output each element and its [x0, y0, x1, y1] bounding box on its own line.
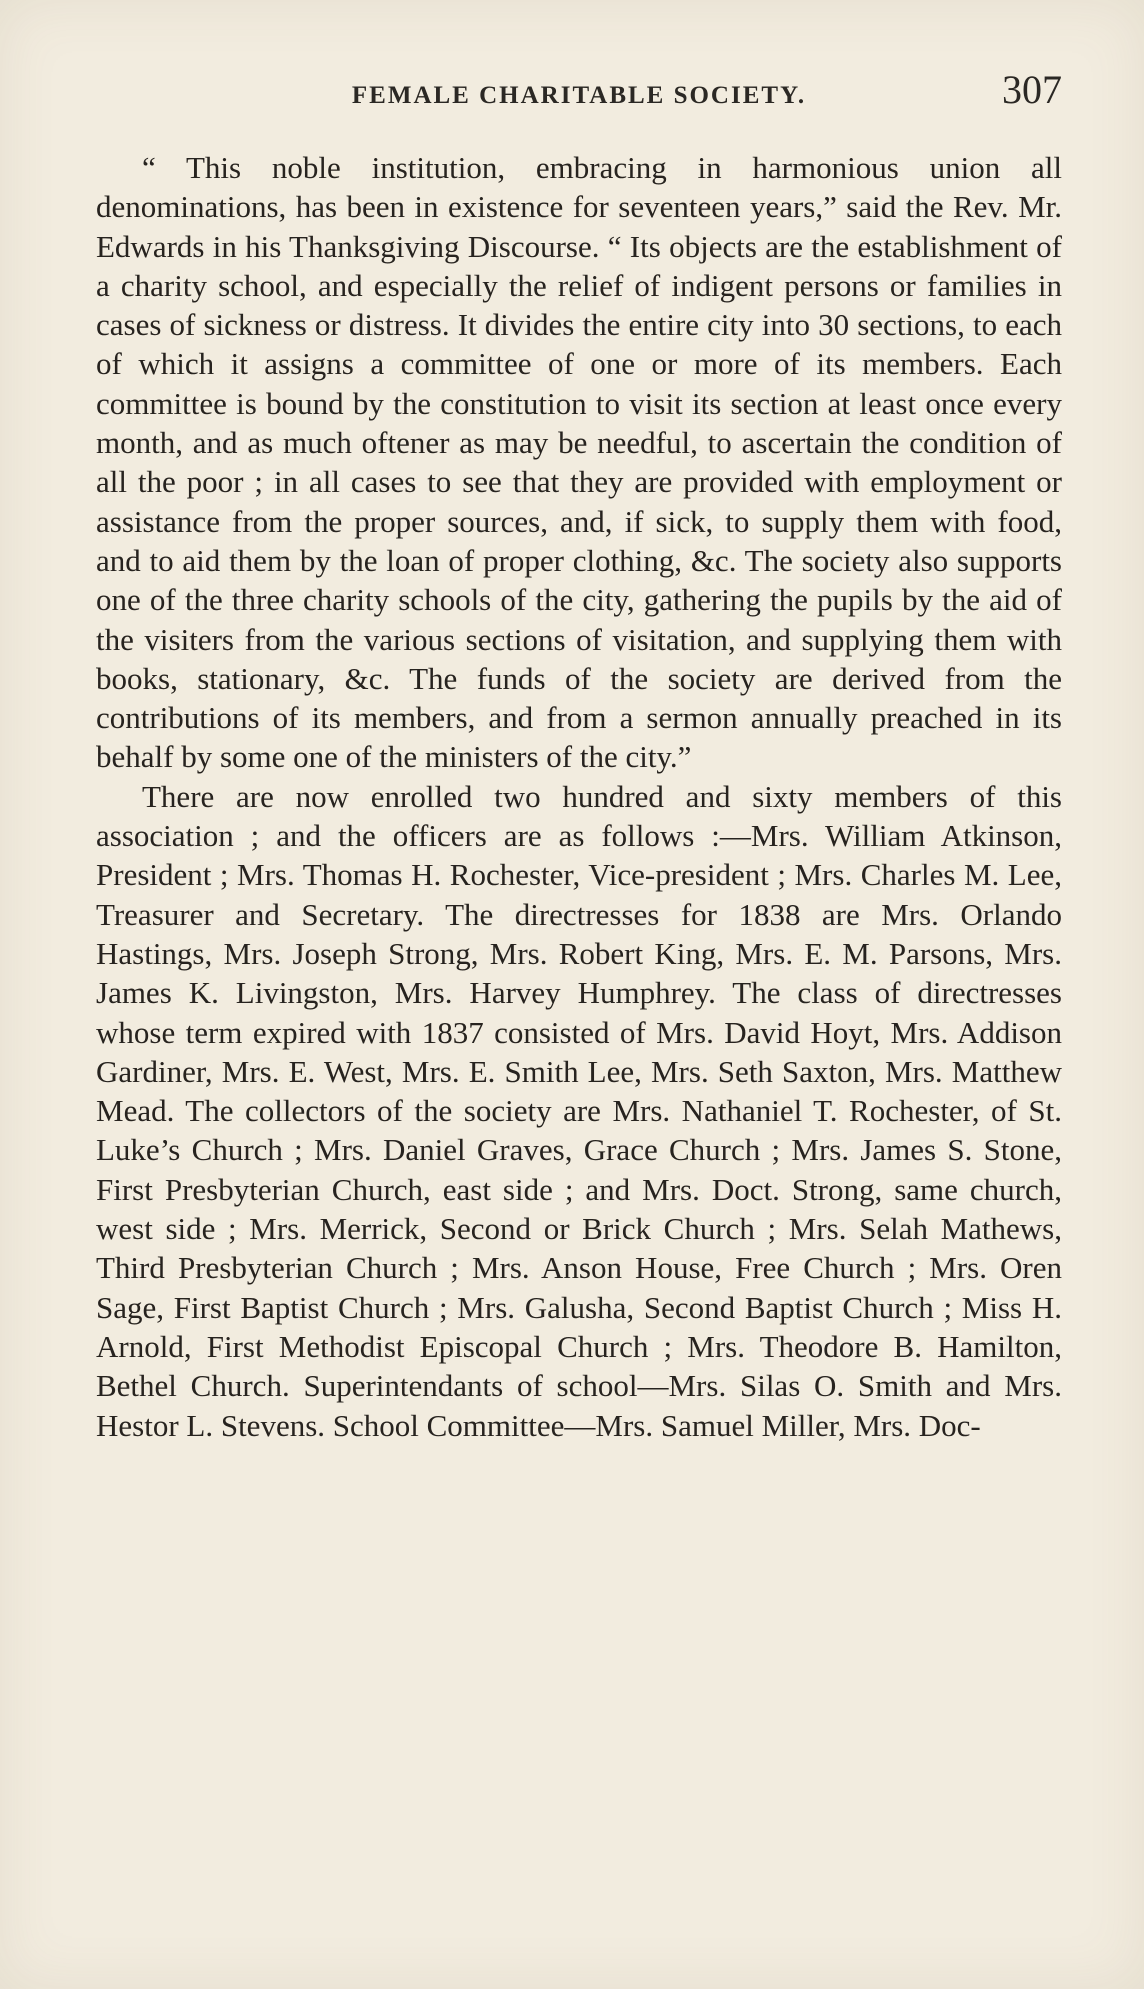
page-header — [96, 67, 1062, 122]
paragraph-quotation: “ This noble institution, embracing in harmonious union all denominations, has been in existence for seventeen years,” said the Rev. Mr. Edwards in his Thanksgiving Discourse. “ Its objects are the establishment of a charity school, and especially the relief of indigent persons or families in cases of sickness or distress. It divides the entire city into 30 sections, to each of which it assigns a committee of one or more of its members. Each committee is bound by the constitution to visit its section at least once every month, and as much oftener as may be needful, to ascertain the condition of all the poor ; in all cases to see that they are provided with employment or assistance from the proper sources, and, if sick, to supply them with food, and to aid them by the loan of proper clothing, &c. The society also supports one of the three charity schools of the city, gathering the pupils by the aid of the visiters from the various sections of visitation, and supplying them with books, stationary, &c. The funds of the society are derived from the contributions of its members, and from a sermon annually preached in its behalf by some one of the ministers of the city.” — [96, 150, 1062, 775]
page-number: 307 — [1002, 67, 1062, 112]
body-text — [96, 148, 1062, 1445]
running-head: FEMALE CHARITABLE SOCIETY. — [351, 82, 807, 109]
paragraph-officers: There are now enrolled two hundred and sixty members of this association ; and the officers are as follows :—Mrs. William Atkinson, President ; Mrs. Thomas H. Rochester, Vice-president ; Mrs. Charles M. Lee, Treasurer and Secretary. The directresses for 1838 are Mrs. Orlando Hastings, Mrs. Joseph Strong, Mrs. Robert King, Mrs. E. M. Parsons, Mrs. James K. Livingston, Mrs. Harvey Humphrey. The class of directresses whose term expired with 1837 consisted of Mrs. David Hoyt, Mrs. Addison Gardiner, Mrs. E. West, Mrs. E. Smith Lee, Mrs. Seth Saxton, Mrs. Matthew Mead. The collectors of the society are Mrs. Nathaniel T. Rochester, of St. Luke’s Church ; Mrs. Daniel Graves, Grace Church ; Mrs. James S. Stone, First Presbyterian Church, east side ; and Mrs. Doct. Strong, same church, west side ; Mrs. Merrick, Second or Brick Church ; Mrs. Selah Mathews, Third Presbyterian Church ; Mrs. Anson House, Free Church ; Mrs. Oren Sage, First Baptist Church ; Mrs. Galusha, Second Baptist Church ; Miss H. Arnold, First Methodist Episcopal Church ; Mrs. Theodore B. Hamilton, Bethel Church. Superintendants of school—Mrs. Silas O. Smith and Mrs. Hestor L. Stevens. School Committee—Mrs. Samuel Miller, Mrs. Doc- — [96, 778, 1062, 1443]
